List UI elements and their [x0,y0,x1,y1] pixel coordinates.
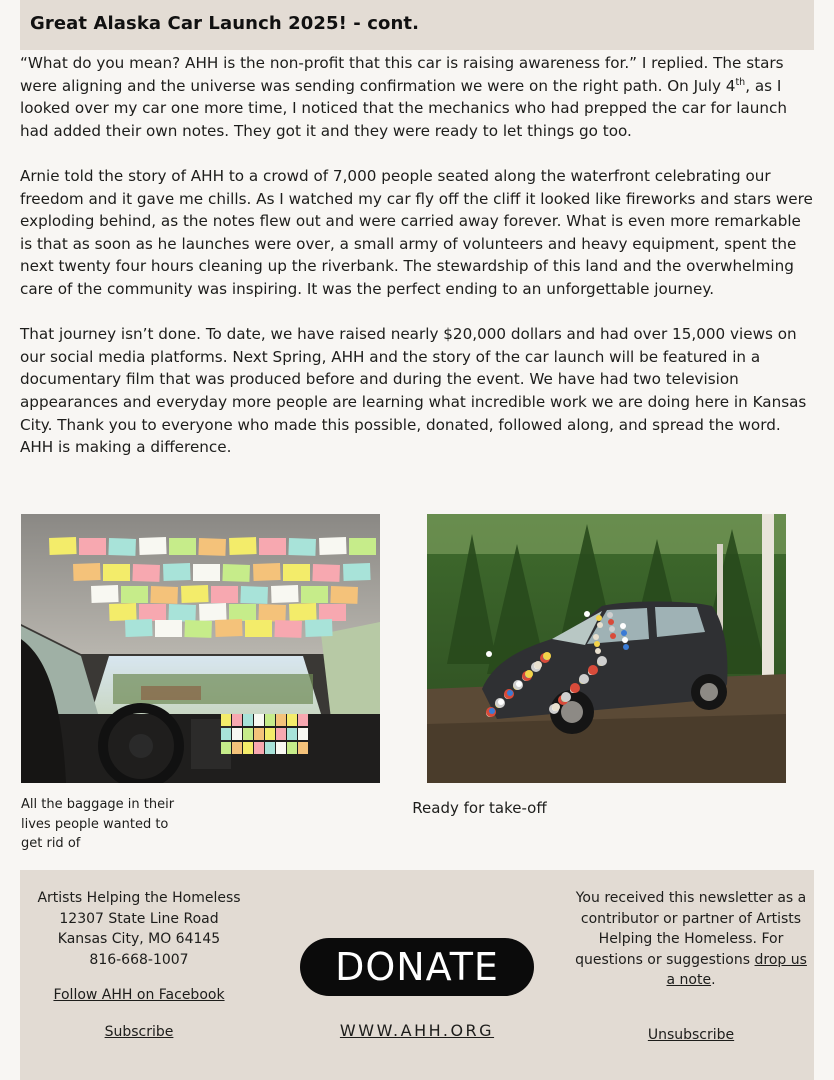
page-title: Great Alaska Car Launch 2025! - cont. [30,13,420,34]
car-launch-photo [427,514,786,783]
article-paragraph-2: Arnie told the story of AHH to a crowd of 7,000 people seated along the waterfront celebrating our freedom and it gave me chills. As I watched my car fly off the cliff it looked like fireworks and stars were exploding behind, as the notes flew out and were carried away forever. What is even more remarkable is that as soon as he launches were over, a small army of volunteers and heavy equipment, spent the next twenty four hours cleaning up the riverbank. The stewardship of this land and the overwhelming care of the community was inspiring. It was the perfect ending to an unforgettable journey. [20,166,813,298]
drop-us-a-note-link[interactable]: drop us a note [666,951,807,988]
phone-number: 816-668-1007 [89,951,189,968]
photo-caption-left: All the baggage in their lives people wanted to get rid of [21,797,175,851]
title-bar [20,0,814,50]
newsletter-notice [572,888,810,991]
photo-caption-right: Ready for take-off [412,799,547,817]
donate-button[interactable]: DONATE [300,938,534,996]
article-body [20,52,814,481]
subscribe-link[interactable]: Subscribe [104,1024,174,1040]
car-interior-photo [21,514,380,783]
city-state-zip: Kansas City, MO 64145 [57,931,221,947]
unsubscribe-link[interactable]: Unsubscribe [647,1027,735,1043]
newsletter-footer [20,870,814,1080]
article-paragraph-3: That journey isn’t done. To date, we have raised nearly $20,000 dollars and had over 15,000 views on our social media platforms. Next Spring, AHH and the story of the car launch will be featured in a documentary film that was produced before and during the event. We have had two television appearances and everyday more people are learning what incredible work we are doing here in Kansas City. Thank you to everyone who made this possible, donated, followed along, and spread the word. AHH is making a difference. [20,325,807,457]
contact-address [20,888,258,970]
street-address: 12307 State Line Road [59,910,219,927]
p1-superscript: th [735,76,746,88]
notice-end: . [711,972,716,988]
facebook-link[interactable]: Follow AHH on Facebook [53,987,225,1003]
website-link[interactable]: WWW.AHH.ORG [339,1021,495,1040]
article-paragraph-1 [20,52,814,142]
p1-text-end: , as I looked over my car one more time, I noticed that the mechanics who had prepped the car for launch had added their own notes. They got it and they were ready to let things go too. [20,76,787,140]
org-name: Artists Helping the Homeless [37,890,241,906]
p1-text-start: “What do you mean? AHH is the non-profit that this car is raising awareness for.” I replied. The stars were aligning and the universe was sending confirmation we were on the right path. On July 4 [20,54,784,95]
notice-text: You received this newsletter as a contributor or partner of Artists Helping the Homeless. For questions or suggestions [575,890,807,968]
